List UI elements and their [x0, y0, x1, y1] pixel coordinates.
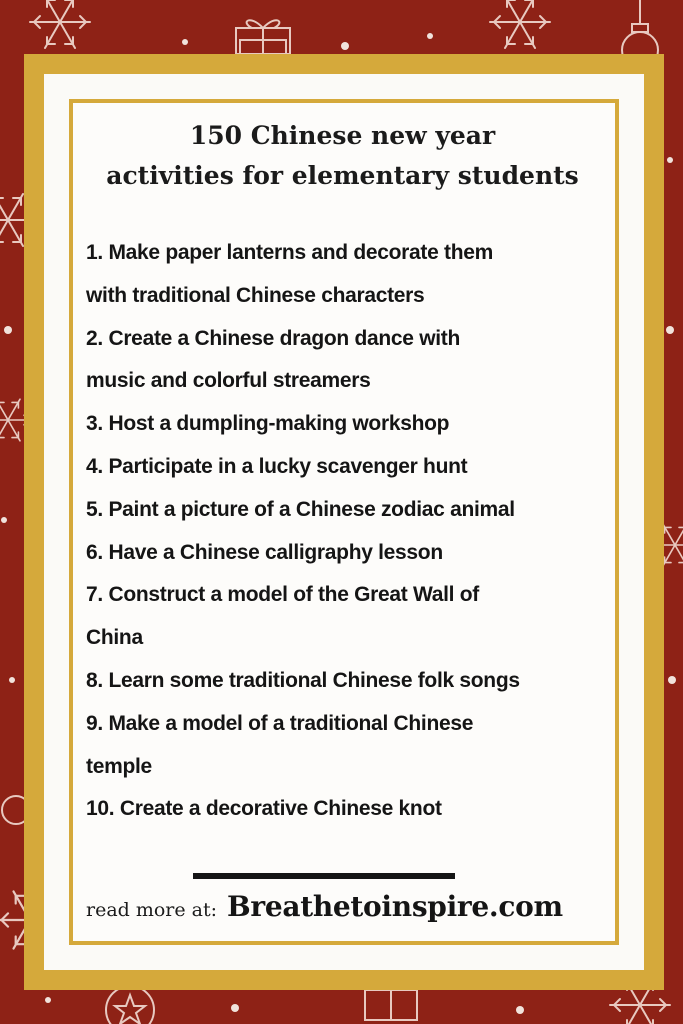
- list-item: [86, 660, 606, 703]
- list-item: [86, 489, 606, 532]
- list-item-text: 10. Create a decorative Chinese knot: [86, 797, 442, 821]
- list-item-text: temple: [86, 754, 152, 778]
- list-item-text: 9. Make a model of a traditional Chinese: [86, 711, 474, 735]
- list-item-text: 3. Host a dumpling-making workshop: [86, 412, 450, 436]
- list-item: [86, 574, 606, 660]
- list-item-text: music and colorful streamers: [86, 369, 371, 393]
- title-line-2: activities for elementary students: [106, 161, 579, 190]
- list-item-text: 4. Participate in a lucky scavenger hunt: [86, 454, 468, 478]
- list-item: [86, 232, 606, 318]
- list-item: [86, 532, 606, 575]
- title-line-1: 150 Chinese new year: [189, 121, 496, 150]
- list-item-text: 6. Have a Chinese calligraphy lesson: [86, 540, 443, 564]
- footer: [86, 890, 606, 930]
- page-title: [70, 116, 615, 196]
- website-link[interactable]: Breathetoinspire.com: [227, 890, 563, 923]
- read-more-label: read more at:: [86, 899, 218, 921]
- list-item: [86, 403, 606, 446]
- activity-list: [86, 232, 606, 831]
- list-item: [86, 446, 606, 489]
- list-item-text: 5. Paint a picture of a Chinese zodiac animal: [86, 497, 515, 521]
- snowflake-icon: [490, 0, 550, 48]
- list-item-text: with traditional Chinese characters: [86, 283, 425, 307]
- divider: [193, 873, 455, 879]
- star-icon: [106, 986, 154, 1024]
- list-item-text: 1. Make paper lanterns and decorate them: [86, 241, 493, 264]
- list-item: [86, 788, 606, 831]
- list-item-text: 8. Learn some traditional Chinese folk songs: [86, 668, 520, 692]
- gift-icon: [365, 990, 417, 1020]
- list-item-text: 7. Construct a model of the Great Wall of: [86, 583, 479, 607]
- list-item-text: 2. Create a Chinese dragon dance with: [86, 326, 461, 350]
- list-item-text: China: [86, 626, 143, 650]
- gift-icon: [236, 20, 290, 54]
- list-item: [86, 318, 606, 404]
- snowflake-icon: [30, 0, 90, 48]
- list-item: [86, 703, 606, 789]
